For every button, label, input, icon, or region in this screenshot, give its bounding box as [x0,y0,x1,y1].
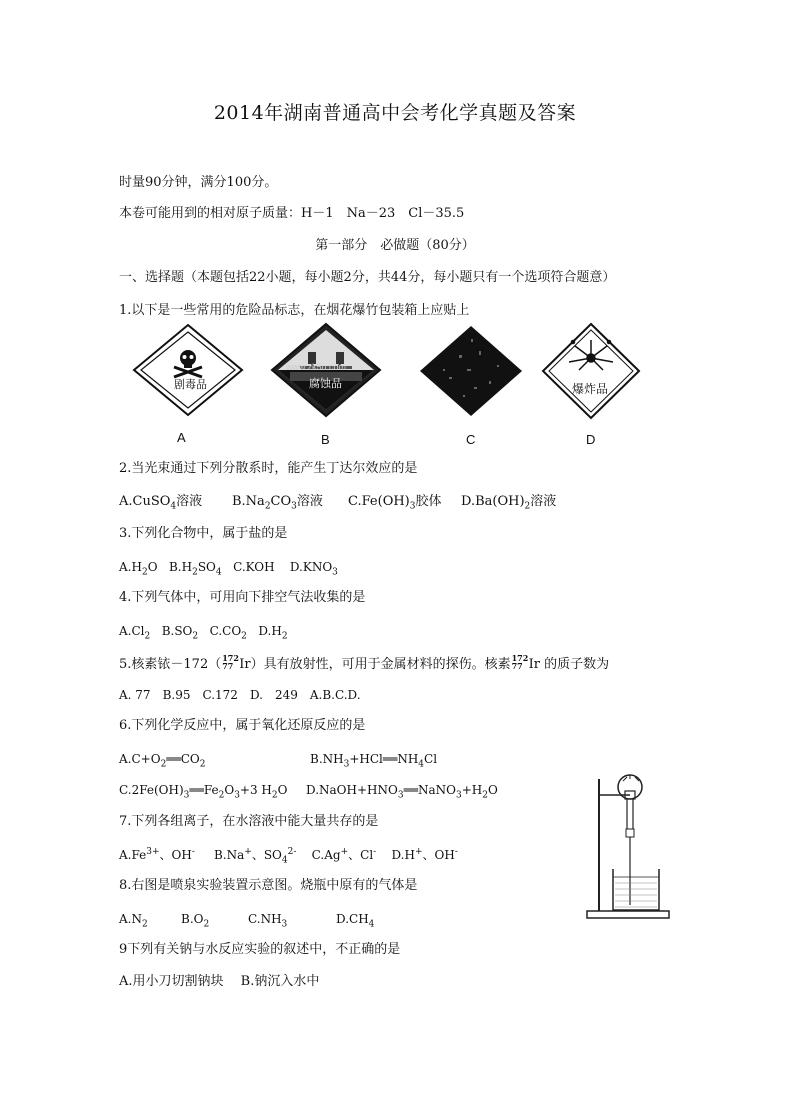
question-2-option-c: $C.Fe(OH)_3$胶体 [348,494,442,512]
sign-label-c: C [466,432,476,447]
question-8-stem: 8.右图是喷泉实验装置示意图。烧瓶中原有的气体是 [119,878,418,893]
sign-label-b: B [321,432,330,447]
question-6-option-a: $A.C+O_2══CO_2$ [119,752,206,770]
sign-label-d: D [586,432,596,447]
question-4-options: $A.Cl_2$ $B.SO_2$ $C.CO_2$ $D.H_2$ [119,624,288,642]
question-8-option-b: $B.O_2$ [181,912,210,930]
isotope-symbol-2: 172 77 [511,653,529,671]
section-title: 一、选择题（本题包括22小题，每小题2分，共44分，每小题只有一个选项符合题意） [119,270,616,285]
hazard-sign-b-watermark: www.zk5u.com [286,362,347,372]
question-7-options: $A.Fe^{3+}$、OH- B.Na+、$SO_4^{2-}$ C.Ag+、Cl- D.H+、OH- [119,847,458,866]
question-2-option-d: $D.Ba(OH)_2$溶液 [461,494,557,512]
question-6-stem: 6.下列化学反应中，属于氧化还原反应的是 [119,718,366,733]
question-6-option-c: $C.2Fe(OH)_3══Fe_2O_3+3$ $H_2O$ [119,783,288,801]
question-5-stem: 5.核素铱－172（ 172 77 Ir）具有放射性，可用于金属材料的探伤。核素 172 77 Ir 的质子数为 [119,653,610,672]
question-3-options: $A.H_2O$ $B.H_2SO_4$ C.KOH $D.KNO_3$ [119,560,338,578]
question-2-stem: 2.当光束通过下列分散系时，能产生丁达尔效应的是 [119,461,418,476]
question-6-option-d: $D.NaOH+HNO_3══NaNO_3+H_2O$ [306,783,498,801]
isotope-symbol: 172 77 [222,653,239,671]
hazard-sign-c [419,325,523,417]
question-9-options: A.用小刀切割钠块 B.钠沉入水中 [119,974,320,989]
hazard-sign-a-text: 剧毒品 [174,379,207,391]
question-1-stem: 1.以下是一些常用的危险品标志，在烟花爆竹包装箱上应贴上 [119,303,470,318]
question-7-stem: 7.下列各组离子，在水溶液中能大量共存的是 [119,814,379,829]
question-9-stem: 9下列有关钠与水反应实验的叙述中，不正确的是 [119,942,401,957]
question-3-stem: 3.下列化合物中，属于盐的是 [119,526,288,541]
hazard-sign-a [132,323,244,417]
atomic-mass-info: 本卷可能用到的相对原子质量：H－1 Na－23 Cl－35.5 [119,206,465,221]
hazard-sign-b-text: 腐蚀品 [309,378,342,390]
question-8-option-d: $D.CH_4$ [336,912,375,930]
part-title: 第一部分 必做题（80分） [315,238,475,253]
question-6-option-b: $B.NH_3+HCl══NH_4Cl$ [310,752,438,770]
question-8-option-c: $C.NH_3$ [248,912,288,930]
hazard-sign-d-text: 爆炸品 [572,382,609,396]
hazard-sign-d [541,322,641,420]
question-2-option-a: A.CuSO$_4$溶液 [119,494,203,512]
question-4-stem: 4.下列气体中，可用向下排空气法收集的是 [119,590,366,605]
page-title: 2014年湖南普通高中会考化学真题及答案 [213,102,577,124]
sign-label-a: A [177,430,186,445]
question-2-option-b: $B.Na_2CO_3$溶液 [232,494,323,512]
fountain-apparatus-diagram [585,765,675,925]
time-info: 时量90分钟，满分100分。 [119,175,278,190]
question-8-option-a: $A.N_2$ [119,912,148,930]
question-5-options: A. 77 B.95 C.172 D. 249 A.B.C.D. [119,688,361,702]
